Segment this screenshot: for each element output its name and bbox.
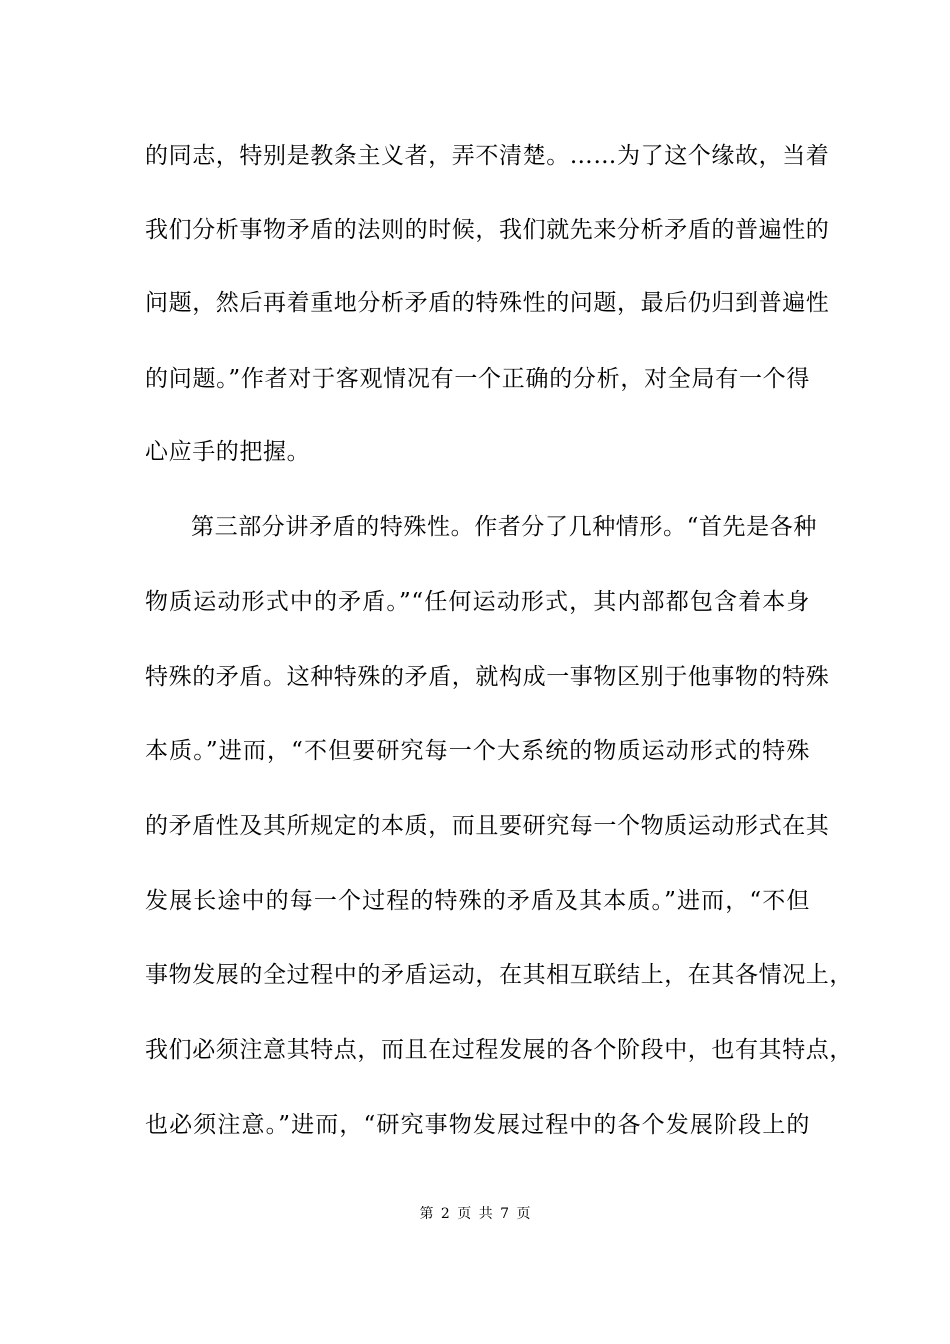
text-line: 的矛盾性及其所规定的本质，而且要研究每一个物质运动形式在其 — [145, 813, 830, 839]
paragraph-first-line: 第三部分讲矛盾的特殊性。作者分了几种情形。“首先是各种 — [191, 514, 817, 540]
text-line: 也必须注意。”进而，“研究事物发展过程中的各个发展阶段上的 — [145, 1112, 810, 1138]
text-line: 事物发展的全过程中的矛盾运动，在其相互联结上，在其各情况上， — [145, 962, 853, 988]
text-line: 问题，然后再着重地分析矛盾的特殊性的问题，最后仍归到普遍性 — [145, 290, 830, 316]
text-line: 发展长途中的每一个过程的特殊的矛盾及其本质。”进而，“不但 — [145, 888, 810, 914]
text-line: 的问题。”作者对于客观情况有一个正确的分析，对全局有一个得 — [145, 366, 810, 392]
text-line: 心应手的把握。 — [145, 439, 311, 465]
text-line: 我们分析事物矛盾的法则的时候，我们就先来分析矛盾的普遍性的 — [145, 217, 830, 243]
text-line: 我们必须注意其特点，而且在过程发展的各个阶段中，也有其特点， — [145, 1037, 853, 1063]
text-line: 本质。”进而，“不但要研究每一个大系统的物质运动形式的特殊 — [145, 738, 810, 764]
text-line: 特殊的矛盾。这种特殊的矛盾，就构成一事物区别于他事物的特殊 — [145, 664, 830, 690]
text-line: 物质运动形式中的矛盾。”“任何运动形式，其内部都包含着本身 — [145, 589, 810, 615]
text-line: 的同志，特别是教条主义者，弄不清楚。……为了这个缘故，当着 — [145, 143, 830, 169]
page-number: 第 2 页 共 7 页 — [419, 1206, 531, 1222]
